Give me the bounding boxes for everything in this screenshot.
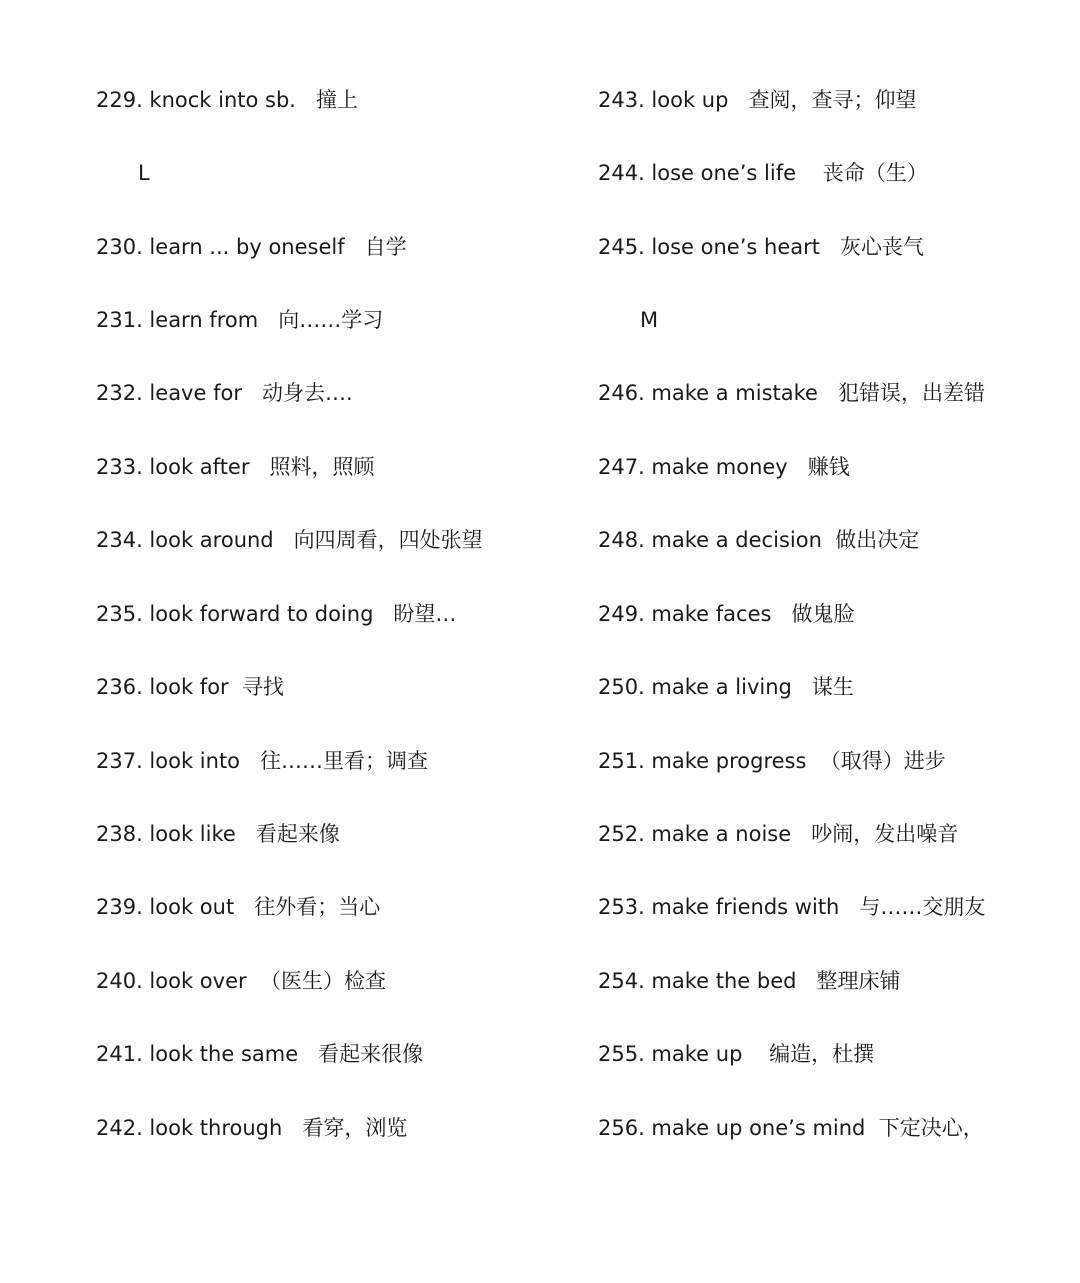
phrase-entry: 235. look forward to doing 盼望… xyxy=(96,602,457,626)
phrase-entry: 237. look into 往……里看；调查 xyxy=(96,749,429,773)
phrase-entry: 251. make progress （取得）进步 xyxy=(598,749,946,773)
phrase-entry: 246. make a mistake 犯错误，出差错 xyxy=(598,381,986,405)
phrase-entry: 232. leave for 动身去…. xyxy=(96,381,353,405)
phrase-entry: 234. look around 向四周看，四处张望 xyxy=(96,528,483,552)
phrase-entry: 238. look like 看起来像 xyxy=(96,822,340,846)
phrase-entry: 250. make a living 谋生 xyxy=(598,675,854,699)
phrase-entry: 249. make faces 做鬼脸 xyxy=(598,602,855,626)
phrase-entry: 240. look over （医生）检查 xyxy=(96,969,386,993)
phrase-entry: 229. knock into sb. 撞上 xyxy=(96,88,359,112)
phrase-entry: 244. lose one’s life 丧命（生） xyxy=(598,161,928,185)
phrase-entry: 253. make friends with 与……交朋友 xyxy=(598,895,986,919)
phrase-entry: 248. make a decision 做出决定 xyxy=(598,528,920,552)
phrase-entry: 245. lose one’s heart 灰心丧气 xyxy=(598,235,925,259)
phrase-entry: 254. make the bed 整理床铺 xyxy=(598,969,901,993)
section-letter: L xyxy=(138,161,150,185)
phrase-entry: 239. look out 往外看；当心 xyxy=(96,895,381,919)
phrase-entry: 241. look the same 看起来很像 xyxy=(96,1042,424,1066)
phrase-entry: 243. look up 查阅，查寻；仰望 xyxy=(598,88,917,112)
phrase-entry: 236. look for 寻找 xyxy=(96,675,285,699)
phrase-entry: 252. make a noise 吵闹，发出噪音 xyxy=(598,822,959,846)
phrase-entry: 230. learn ... by oneself 自学 xyxy=(96,235,407,259)
phrase-entry: 242. look through 看穿，浏览 xyxy=(96,1116,408,1140)
phrase-entry: 247. make money 赚钱 xyxy=(598,455,850,479)
section-letter: M xyxy=(640,308,659,332)
phrase-entry: 255. make up 编造，杜撰 xyxy=(598,1042,875,1066)
phrase-entry: 233. look after 照料，照顾 xyxy=(96,455,375,479)
phrase-entry: 256. make up one’s mind 下定决心， xyxy=(598,1116,984,1140)
phrase-entry: 231. learn from 向……学习 xyxy=(96,308,384,332)
